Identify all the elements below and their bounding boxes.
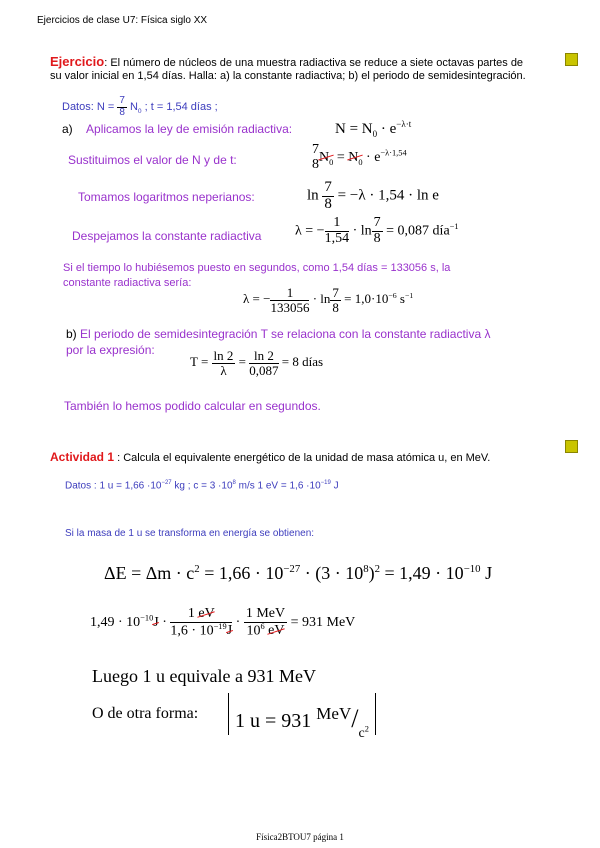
- formula-conversion: $1,49 \cdot 10^{-10}J$ · $\frac{1 eV}{1,6 \cdot 10^{-19}J}$ · $\frac{\text{1 MeV}}{10^6 eV}$ = 931 MeV: [90, 606, 356, 639]
- part-b-text: El periodo de semidesintegración T se relaciona con la constante radiactiva λ: [80, 327, 491, 341]
- exercise-text: : El número de núcleos de una muestra radiactiva se reduce a siete octavas partes de: [104, 57, 524, 69]
- part-a-text: Aplicamos la ley de emisión radiactiva:: [86, 122, 293, 136]
- isolate-text: Despejamos la constante radiactiva: [72, 229, 262, 243]
- formula-lambda-seconds: λ = − $\frac{1}{133056}$ · ln $\frac{7}{8}$ = $1,0\cdot 10^{-6}$ $s^{-1}$: [243, 285, 414, 315]
- marker-square-2: [565, 440, 578, 453]
- formula-substitute: 7 8 $N_0 = N_0 \cdot e^{-\lambda\cdot 1,54}$: [312, 142, 407, 172]
- exercise-datos: Datos: N = $\frac{7}{8}$ $N_0$ ; t = 1,54 días ;: [62, 95, 218, 118]
- page-footer: Física2BTOU7 página 1: [256, 832, 344, 842]
- formula-energy: $\Delta E = \Delta m \cdot c^2 = 1,66 \cdot 10^{-27} \cdot (3 \cdot 10^8)^2 = 1,49 \cdot 10^{-10}$ J: [104, 563, 493, 583]
- part-b-label: b): [66, 327, 77, 341]
- seconds-text-line1: Si el tiempo lo hubiésemos puesto en segundos, como 1,54 días = 133056 s, la: [63, 262, 451, 274]
- part-b-row: [66, 327, 490, 341]
- logarithm-text: Tomamos logaritmos neperianos:: [78, 190, 255, 204]
- also-seconds-text: También lo hemos podido calcular en segundos.: [64, 399, 321, 413]
- formula-logarithm: ln $\frac{7}{8}$ = −λ · 1,54 · ln e: [307, 179, 439, 212]
- formula-lambda-days: λ = − $\frac{1}{1,54}$ · ln $\frac{7}{8}$ = 0,087 día$^{-1}$: [295, 215, 459, 246]
- seconds-text-line2: constante radiactiva sería:: [63, 277, 192, 289]
- conclusion-text: Luego 1 u equivale a 931 MeV: [92, 666, 316, 686]
- page-header: Ejercicios de clase U7: Física siglo XX: [37, 15, 208, 26]
- other-form-label: O de otra forma:: [92, 705, 199, 722]
- activity-label: Actividad 1: [50, 450, 115, 464]
- formula-other-form: 1 u = 931 $^{MeV}/_{c^2}$: [228, 693, 376, 735]
- activity-datos: Datos : 1 $u = 1,66 \cdot 10^{-27}$ kg ; $c = 3 \cdot 10^8$ m/s 1 eV = $1,6 \cdot 10^{-19}$ J: [65, 480, 339, 492]
- part-a-row: [62, 122, 292, 136]
- exercise-label: Ejercicio: [50, 54, 105, 69]
- exercise-statement-line2: su valor inicial en 1,54 días. Halla: a) la constante radiactiva; b) el periodo de semidesintegración.: [50, 70, 526, 82]
- activity-text: : Calcula el equivalente energético de la unidad de masa atómica u, en MeV.: [114, 452, 491, 464]
- substitute-text: Sustituimos el valor de N y de t:: [68, 153, 237, 167]
- part-b-text-line2: por la expresión:: [66, 343, 155, 357]
- part-a-label: a): [62, 122, 73, 136]
- mass-energy-text: Si la masa de 1 u se transforma en energía se obtienen:: [65, 528, 315, 539]
- activity-statement: [50, 450, 490, 464]
- formula-half-life: T = $\frac{\ln 2}{\lambda}$ = $\frac{\ln 2}{0,087}$ = 8 días: [190, 348, 324, 378]
- marker-square: [565, 53, 578, 66]
- formula-decay-law: $N = N_0 \cdot e^{-\lambda\cdot t}$: [335, 119, 412, 139]
- exercise-statement-line1: [50, 54, 523, 69]
